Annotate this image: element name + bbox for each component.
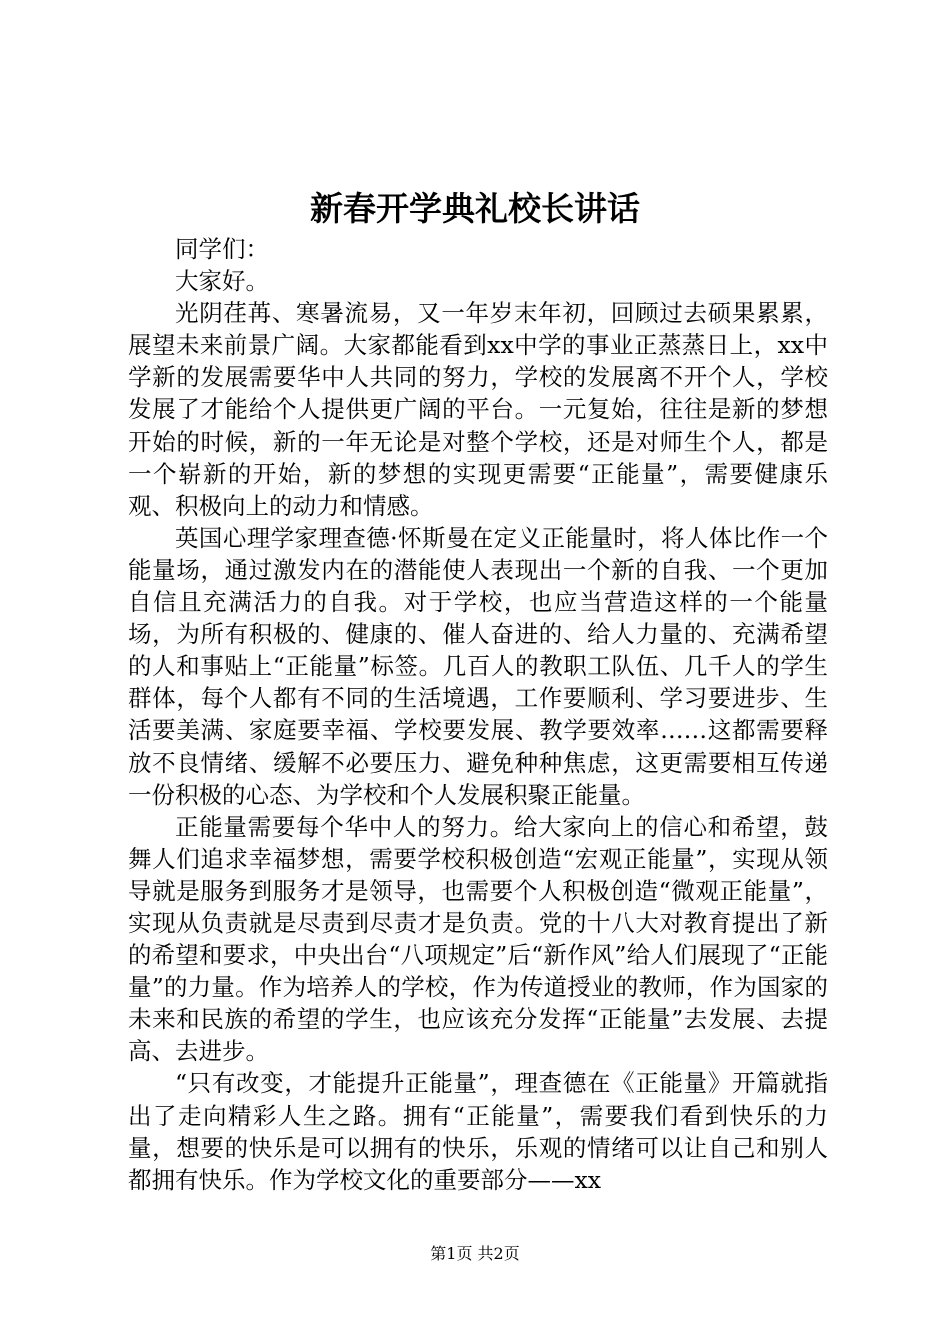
- paragraph-salutation: 同学们：: [175, 235, 269, 263]
- paragraph-3: 正能量需要每个华中人的努力。给大家向上的信心和希望，鼓舞人们追求幸福梦想，需要学校积极创造“宏观正能量”，实现从领导就是服务到服务才是领导，也需要个人积极创造“微观正能量”，实现从负责就是尽责到尽责才是负责。党的十八大对教育提出了新的希望和要求，中央出台“八项规定”后“新作风”给人们展现了“正能量”的力量。作为培养人的学校，作为传道授业的教师，作为国家的未来和民族的希望的学生，也应该充分发挥“正能量”去发展、去提高、去进步。: [128, 812, 828, 1066]
- document-body: [128, 233, 828, 1196]
- page-footer: 第1页 共2页: [430, 1244, 520, 1263]
- paragraph-4: “只有改变，才能提升正能量”，理查德在《正能量》开篇就指出了走向精彩人生之路。拥有“正能量”，需要我们看到快乐的力量，想要的快乐是可以拥有的快乐，乐观的情绪可以让自己和别人都拥有快乐。作为学校文化的重要部分——xx: [128, 1069, 828, 1194]
- paragraph-greeting: 大家好。: [175, 267, 269, 296]
- paragraph-1: 光阴荏苒、寒暑流易，又一年岁末年初，回顾过去硕果累累，展望未来前景广阔。大家都能看到xx中学的事业正蒸蒸日上，xx中学新的发展需要华中人共同的努力，学校的发展离不开个人，学校发展了才能给个人提供更广阔的平台。一元复始，往往是新的梦想开始的时候，新的一年无论是对整个学校，还是对师生个人，都是一个崭新的开始，新的梦想的实现更需要“正能量”，需要健康乐观、积极向上的动力和情感。: [128, 299, 828, 520]
- paragraph-2: 英国心理学家理查德·怀斯曼在定义正能量时，将人体比作一个能量场，通过激发内在的潜能使人表现出一个新的自我、一个更加自信且充满活力的自我。对于学校，也应当营造这样的一个能量场，为所有积极的、健康的、催人奋进的、给人力量的、充满希望的人和事贴上“正能量”标签。几百人的教职工队伍、几千人的学生群体，每个人都有不同的生活境遇，工作要顺利、学习要进步、生活要美满、家庭要幸福、学校要发展、教学要效率……这都需要释放不良情绪、缓解不必要压力、避免种种焦虑，这更需要相互传递一份积极的心态、为学校和个人发展积聚正能量。: [128, 523, 828, 809]
- page-title: 新春开学典礼校长讲话: [310, 189, 640, 228]
